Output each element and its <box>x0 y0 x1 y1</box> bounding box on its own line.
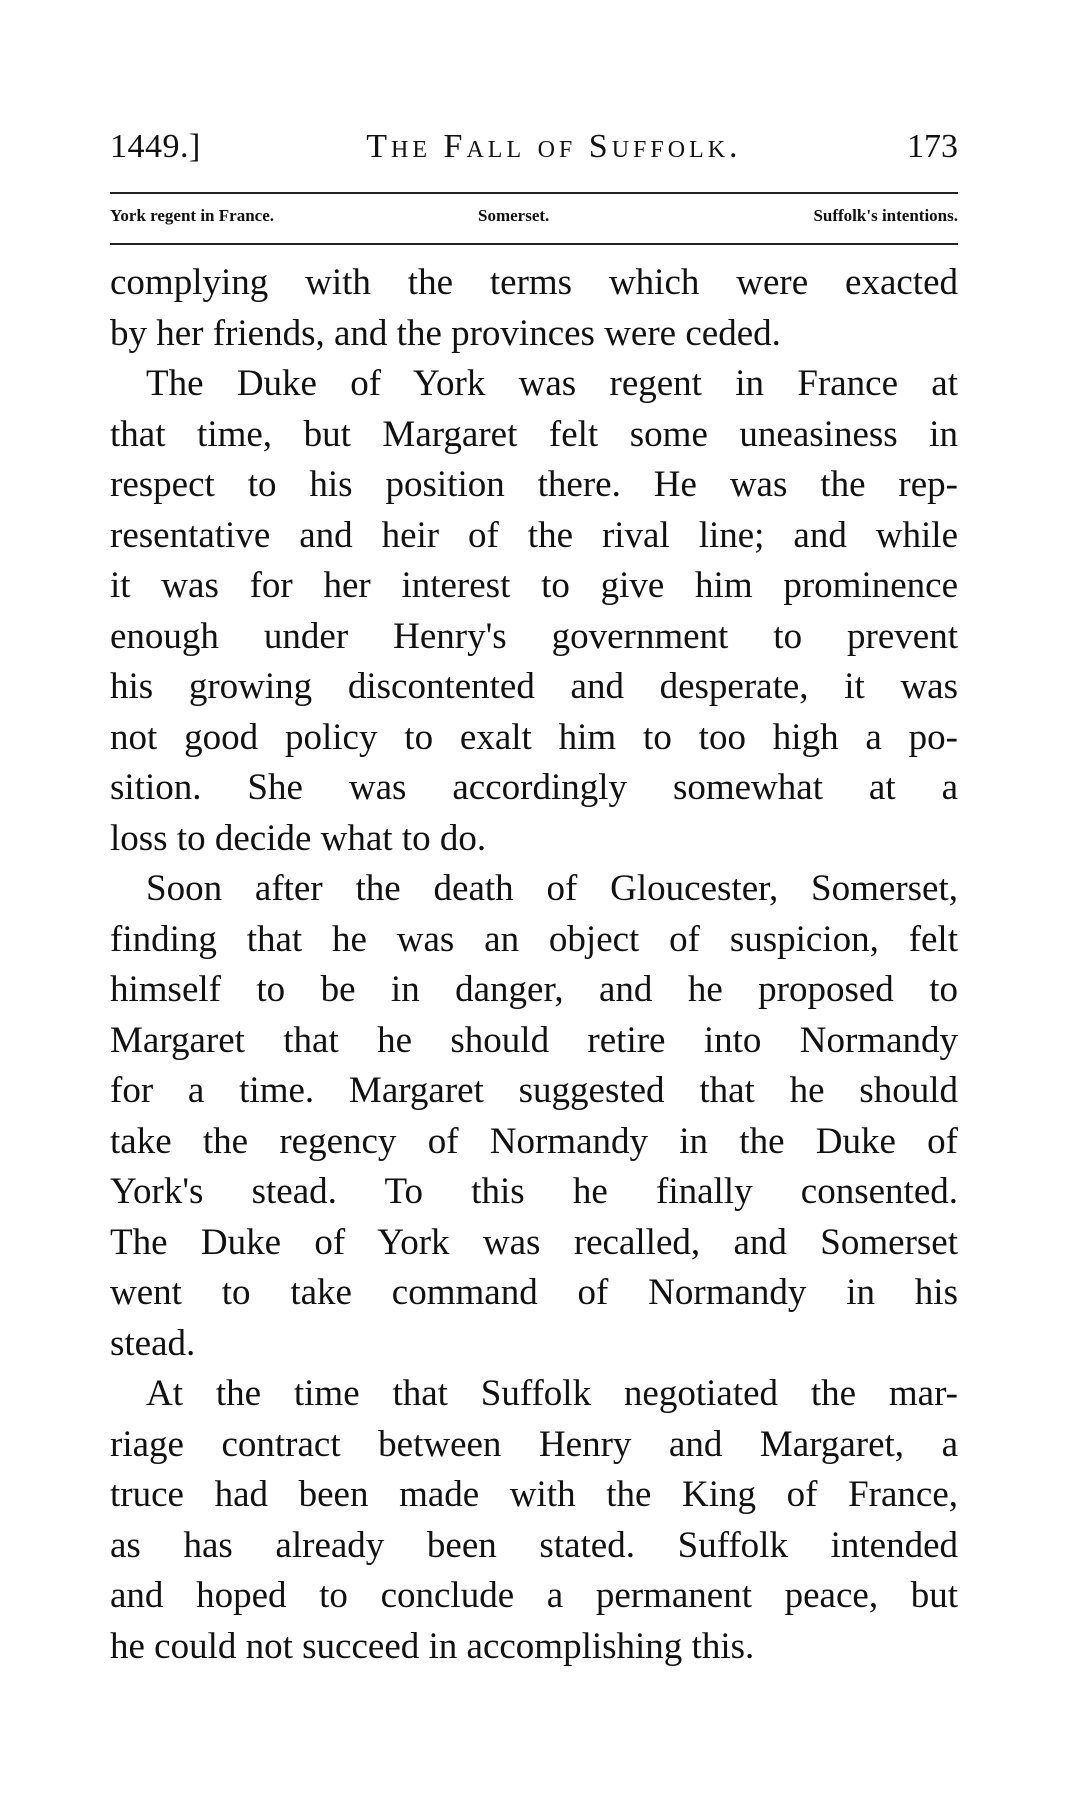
text-line: Margaret that he should retire into Normandy <box>110 1019 958 1061</box>
text-line: riage contract between Henry and Margaret, a <box>110 1423 958 1465</box>
text-line: loss to decide what to do. <box>110 817 487 859</box>
paragraph <box>110 359 958 864</box>
text-line: as has already been stated. Suffolk intended <box>110 1524 958 1566</box>
page-number: 173 <box>907 128 958 165</box>
text-line: for a time. Margaret suggested that he should <box>110 1070 958 1111</box>
header-rule-top <box>110 192 958 194</box>
running-title: The Fall of Suffolk. <box>366 128 742 165</box>
running-head <box>110 128 958 180</box>
paragraph <box>110 1369 958 1672</box>
text-line: take the regency of Normandy in the Duke of <box>110 1120 958 1162</box>
side-note-suffolk: Suffolk's intentions. <box>813 206 958 225</box>
text-line: At the time that Suffolk negotiated the mar- <box>146 1373 958 1414</box>
text-line: himself to be in danger, and he proposed to <box>110 969 958 1010</box>
header-rule-bottom <box>110 243 958 245</box>
text-line: finding that he was an object of suspicion, felt <box>110 918 958 960</box>
text-line: went to take command of Normandy in his <box>110 1272 958 1313</box>
paragraph <box>110 258 958 359</box>
text-line: enough under Henry's government to prevent <box>110 615 958 657</box>
year-marker: 1449.] <box>110 128 201 165</box>
text-line: he could not succeed in accomplishing this. <box>110 1625 755 1667</box>
text-line: and hoped to conclude a permanent peace, but <box>110 1575 958 1616</box>
text-line: not good policy to exalt him to too high a po- <box>110 716 958 758</box>
text-line: his growing discontented and desperate, it was <box>110 666 958 707</box>
text-line: by her friends, and the provinces were ceded. <box>110 312 781 354</box>
text-line: sition. She was accordingly somewhat at a <box>110 767 958 808</box>
text-line: The Duke of York was regent in France at <box>146 363 958 404</box>
text-line: The Duke of York was recalled, and Somerset <box>110 1221 958 1263</box>
text-line: complying with the terms which were exacted <box>110 262 958 303</box>
side-note-somerset: Somerset. <box>478 206 550 225</box>
text-line: York's stead. To this he finally consented. <box>110 1171 958 1212</box>
text-line: Soon after the death of Gloucester, Somerset, <box>146 868 958 909</box>
paragraph <box>110 864 958 1369</box>
text-line: truce had been made with the King of France, <box>110 1474 958 1515</box>
text-line: it was for her interest to give him prominence <box>110 565 958 606</box>
side-notes <box>110 206 958 236</box>
body-text <box>110 258 958 1672</box>
text-line: that time, but Margaret felt some uneasiness in <box>110 413 958 455</box>
text-line: stead. <box>110 1322 196 1364</box>
text-line: resentative and heir of the rival line; and while <box>110 514 958 556</box>
text-line: respect to his position there. He was the rep- <box>110 464 958 505</box>
side-note-york: York regent in France. <box>110 206 274 225</box>
